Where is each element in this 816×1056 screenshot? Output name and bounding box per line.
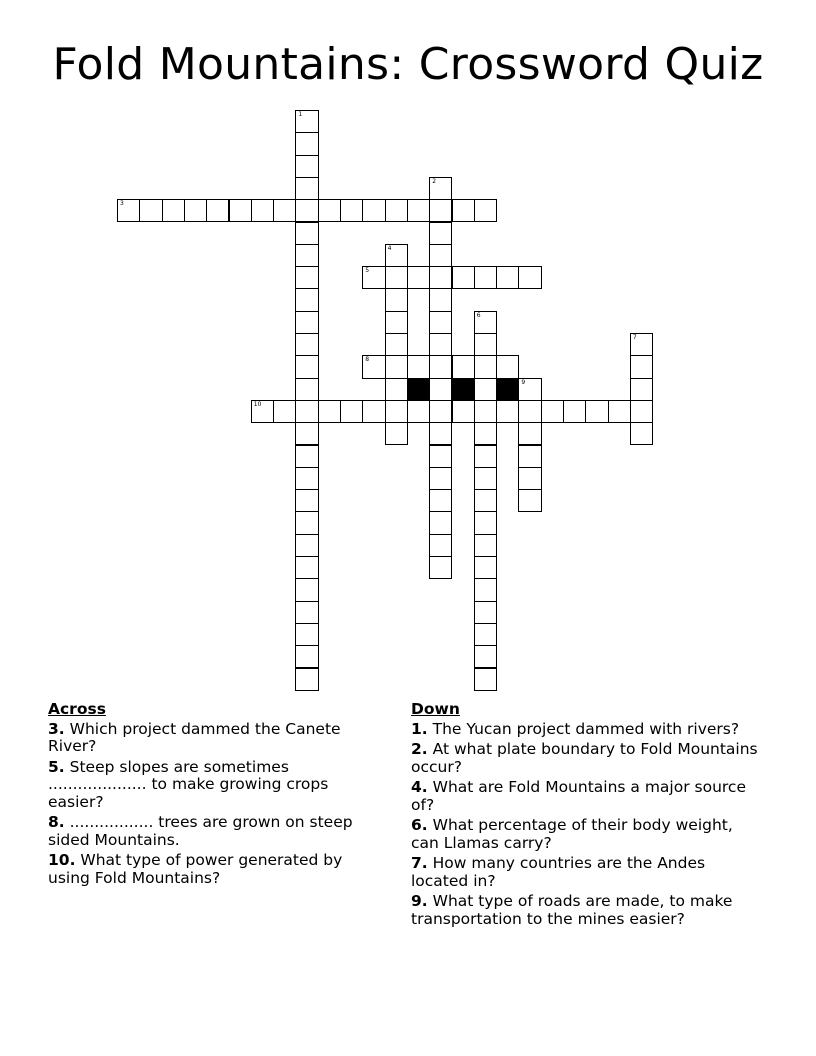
grid-number: 10: [253, 400, 262, 408]
grid-block: [452, 378, 475, 401]
grid-cell[interactable]: [295, 623, 318, 646]
grid-number: 7: [632, 334, 637, 341]
grid-cell[interactable]: [630, 400, 653, 423]
grid-cell[interactable]: [407, 199, 430, 222]
grid-cell[interactable]: [229, 199, 252, 222]
grid-cell[interactable]: [452, 355, 475, 378]
grid-cell[interactable]: [518, 445, 541, 468]
grid-cell[interactable]: [474, 668, 497, 691]
grid-cell[interactable]: [429, 177, 452, 200]
grid-cell[interactable]: [518, 378, 541, 401]
grid-cell[interactable]: [139, 199, 162, 222]
grid-block: [407, 378, 430, 401]
grid-cell[interactable]: [429, 400, 452, 423]
grid-cell[interactable]: [474, 400, 497, 423]
grid-cell[interactable]: [474, 578, 497, 601]
grid-cell[interactable]: [295, 467, 318, 490]
grid-cell[interactable]: [474, 623, 497, 646]
grid-cell[interactable]: [385, 333, 408, 356]
grid-cell[interactable]: [474, 534, 497, 557]
grid-cell[interactable]: [385, 400, 408, 423]
grid-cell[interactable]: [496, 400, 519, 423]
grid-cell[interactable]: [474, 467, 497, 490]
grid-cell[interactable]: [362, 266, 385, 289]
grid-cell[interactable]: [407, 355, 430, 378]
grid-cell[interactable]: [474, 556, 497, 579]
grid-cell[interactable]: [385, 422, 408, 445]
grid-cell[interactable]: [295, 422, 318, 445]
grid-cell[interactable]: [295, 578, 318, 601]
grid-cell[interactable]: [474, 199, 497, 222]
grid-cell[interactable]: [630, 355, 653, 378]
grid-cell[interactable]: [429, 311, 452, 334]
grid-cell[interactable]: [295, 244, 318, 267]
grid-cell[interactable]: [318, 199, 341, 222]
grid-cell[interactable]: [362, 355, 385, 378]
grid-cell[interactable]: [496, 266, 519, 289]
grid-cell[interactable]: [295, 355, 318, 378]
grid-number: 8: [365, 356, 370, 364]
grid-cell[interactable]: [385, 378, 408, 401]
clue-down-2: 2. At what plate boundary to Fold Mountains occur?: [411, 740, 758, 776]
grid-cell[interactable]: [273, 400, 296, 423]
grid-cell[interactable]: [541, 400, 564, 423]
grid-cell[interactable]: [585, 400, 608, 423]
grid-cell[interactable]: [407, 266, 430, 289]
grid-cell[interactable]: [162, 199, 185, 222]
grid-cell[interactable]: [429, 556, 452, 579]
down-heading: Down: [411, 700, 460, 718]
grid-cell[interactable]: [385, 266, 408, 289]
grid-number: 6: [476, 311, 481, 319]
grid-cell[interactable]: [340, 199, 363, 222]
grid-cell[interactable]: [474, 601, 497, 624]
grid-cell[interactable]: [429, 534, 452, 557]
clue-across-10: 10. What type of power generated by using Fold Mountains?: [48, 851, 343, 887]
grid-number: 3: [120, 200, 124, 208]
grid-cell[interactable]: [429, 511, 452, 534]
grid-cell[interactable]: [295, 511, 318, 534]
grid-cell[interactable]: [385, 355, 408, 378]
grid-cell[interactable]: [295, 333, 318, 356]
grid-number: 5: [365, 267, 370, 275]
grid-cell[interactable]: [429, 222, 452, 245]
clue-across-8: 8. ................. trees are grown on steep sided Mountains.: [48, 813, 353, 849]
grid-cell[interactable]: [295, 601, 318, 624]
grid-cell[interactable]: [295, 199, 318, 222]
grid-cell[interactable]: [295, 110, 318, 133]
grid-cell[interactable]: [318, 400, 341, 423]
grid-number: 4: [387, 244, 392, 252]
grid-cell[interactable]: [630, 333, 653, 356]
grid-cell[interactable]: [184, 199, 207, 222]
grid-number: 9: [521, 378, 526, 386]
grid-cell[interactable]: [429, 333, 452, 356]
grid-cell[interactable]: [474, 311, 497, 334]
grid-cell[interactable]: [295, 534, 318, 557]
grid-cell[interactable]: [385, 199, 408, 222]
grid-cell[interactable]: [273, 199, 296, 222]
grid-cell[interactable]: [474, 489, 497, 512]
grid-cell[interactable]: [630, 422, 653, 445]
grid-cell[interactable]: [518, 422, 541, 445]
grid-cell[interactable]: [474, 378, 497, 401]
grid-cell[interactable]: [295, 288, 318, 311]
grid-cell[interactable]: [518, 400, 541, 423]
clue-down-6: 6. What percentage of their body weight, can Llamas carry?: [411, 816, 733, 852]
grid-cell[interactable]: [295, 222, 318, 245]
grid-cell[interactable]: [474, 266, 497, 289]
clue-down-4: 4. What are Fold Mountains a major source of?: [411, 778, 746, 814]
clue-across-3: 3. Which project dammed the Canete River?: [48, 719, 341, 755]
grid-cell[interactable]: [429, 199, 452, 222]
clue-down-9: 9. What type of roads are made, to make transportation to the mines easier?: [411, 892, 733, 928]
across-clues: [48, 701, 378, 890]
clue-across-5: 5. Steep slopes are sometimes .................... to make growing crops easier?: [48, 757, 329, 811]
grid-cell[interactable]: [452, 266, 475, 289]
grid-cell[interactable]: [340, 400, 363, 423]
clue-down-7: 7. How many countries are the Andes located in?: [411, 854, 706, 890]
grid-block: [496, 378, 519, 401]
grid-number: 1: [298, 111, 303, 118]
grid-cell[interactable]: [295, 668, 318, 691]
page-title: Fold Mountains: Crossword Quiz: [52, 39, 764, 90]
grid-cell[interactable]: [452, 400, 475, 423]
grid-cell[interactable]: [429, 489, 452, 512]
grid-cell[interactable]: [429, 378, 452, 401]
grid-cell[interactable]: [385, 244, 408, 267]
grid-cell[interactable]: [206, 199, 229, 222]
grid-cell[interactable]: [518, 489, 541, 512]
grid-cell[interactable]: [429, 266, 452, 289]
grid-cell[interactable]: [429, 467, 452, 490]
grid-cell[interactable]: [429, 422, 452, 445]
grid-cell[interactable]: [295, 489, 318, 512]
grid-cell[interactable]: [429, 445, 452, 468]
grid-cell[interactable]: [385, 288, 408, 311]
grid-cell[interactable]: [295, 177, 318, 200]
grid-cell[interactable]: [295, 556, 318, 579]
grid-cell[interactable]: [474, 645, 497, 668]
down-clues: [411, 701, 761, 931]
grid-cell[interactable]: [295, 378, 318, 401]
grid-cell[interactable]: [474, 333, 497, 356]
grid-cell[interactable]: [429, 244, 452, 267]
grid-cell[interactable]: [295, 645, 318, 668]
grid-number: 2: [432, 177, 437, 185]
grid-cell[interactable]: [295, 445, 318, 468]
grid-cell[interactable]: [429, 355, 452, 378]
grid-cell[interactable]: [295, 400, 318, 423]
grid-cell[interactable]: [474, 422, 497, 445]
grid-cell[interactable]: [630, 378, 653, 401]
grid-cell[interactable]: [474, 355, 497, 378]
grid-cell[interactable]: [608, 400, 631, 423]
grid-cell[interactable]: [407, 400, 430, 423]
grid-cell[interactable]: [117, 199, 140, 222]
grid-cell[interactable]: [295, 132, 318, 155]
across-heading: Across: [48, 700, 106, 718]
grid-cell[interactable]: [362, 199, 385, 222]
grid-cell[interactable]: [362, 400, 385, 423]
grid-cell[interactable]: [496, 355, 519, 378]
grid-cell[interactable]: [295, 266, 318, 289]
grid-cell[interactable]: [474, 445, 497, 468]
grid-cell[interactable]: [563, 400, 586, 423]
grid-cell[interactable]: [518, 467, 541, 490]
grid-cell[interactable]: [429, 288, 452, 311]
grid-cell[interactable]: [452, 199, 475, 222]
clue-down-1: 1. The Yucan project dammed with rivers?: [411, 719, 740, 738]
grid-cell[interactable]: [518, 266, 541, 289]
grid-cell[interactable]: [295, 311, 318, 334]
grid-cell[interactable]: [251, 199, 274, 222]
grid-cell[interactable]: [474, 511, 497, 534]
grid-cell[interactable]: [385, 311, 408, 334]
grid-cell[interactable]: [295, 155, 318, 178]
grid-cell[interactable]: [251, 400, 274, 423]
